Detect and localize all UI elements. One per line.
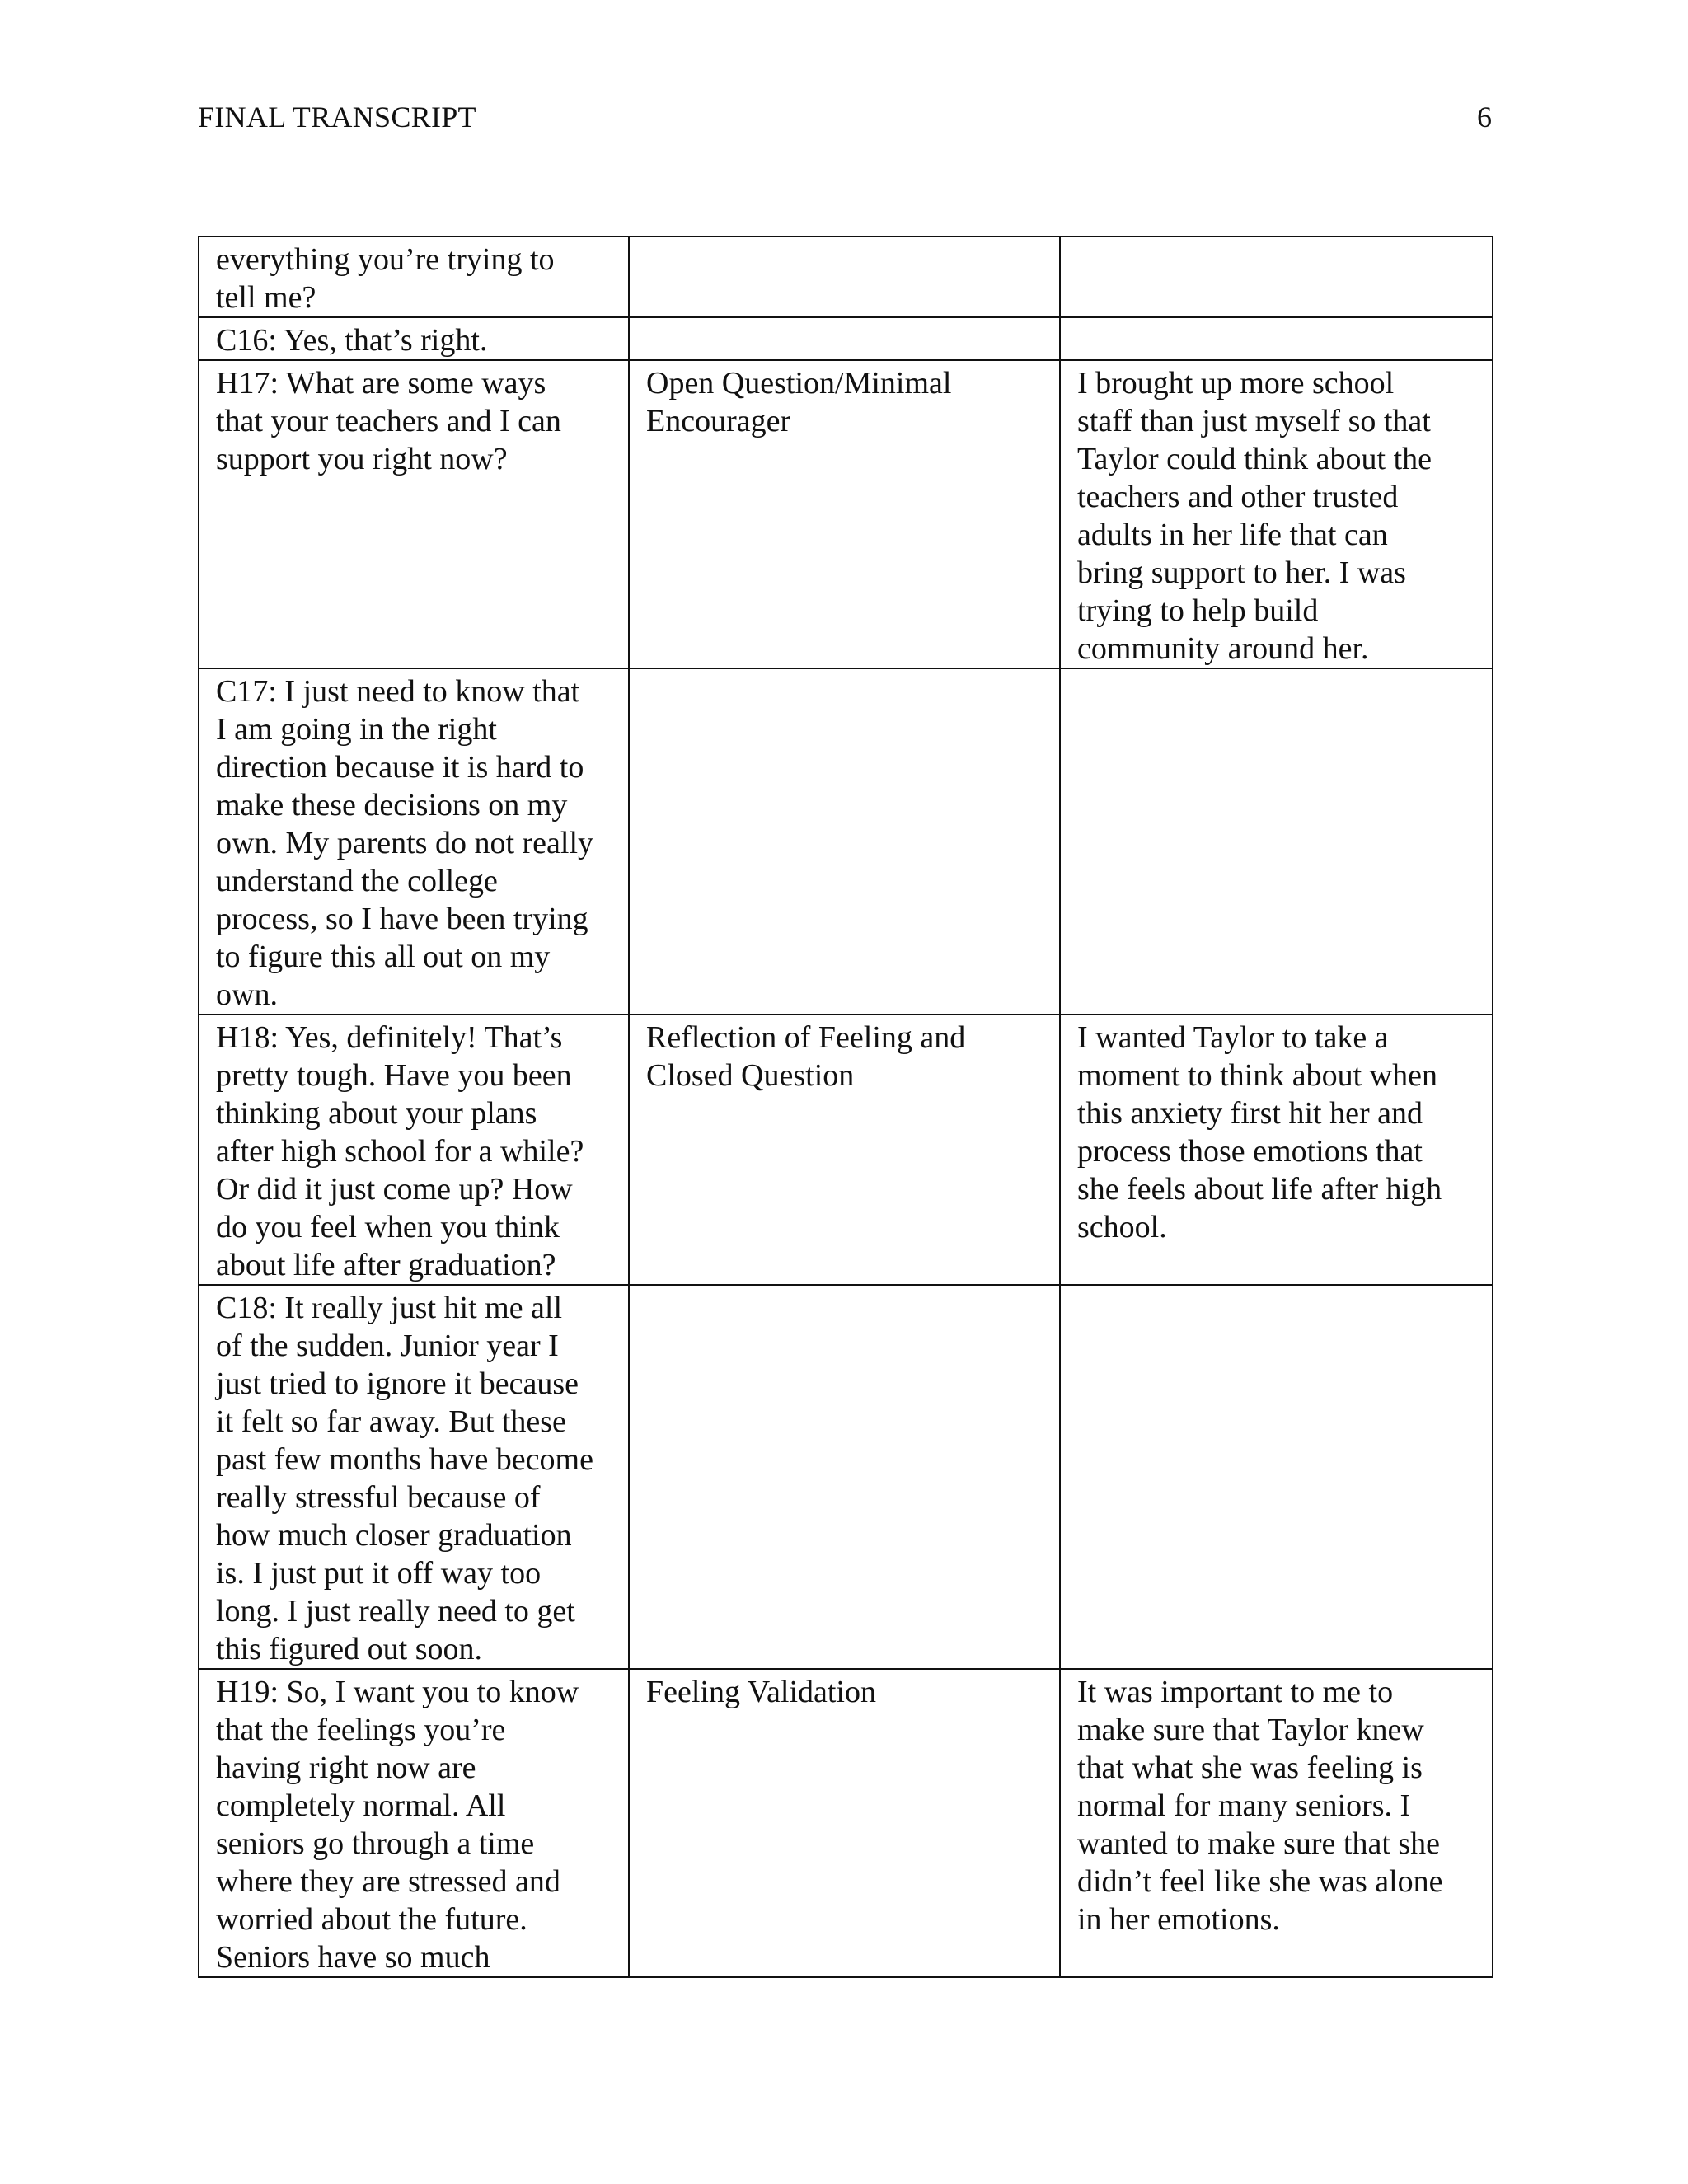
- skill-cell: [629, 1285, 1060, 1669]
- page-number: 6: [1477, 101, 1492, 134]
- statement-cell: C18: It really just hit me all of the sudden. Junior year I just tried to ignore it because it felt so far away. But these past few months have become really stressful because of how much closer graduation is. I just put it off way too long. I just really need to get this figured out soon.: [199, 1285, 629, 1669]
- table-row: [199, 317, 1493, 360]
- skill-cell: Open Question/Minimal Encourager: [629, 360, 1060, 668]
- transcript-table: [198, 236, 1493, 1978]
- rationale-cell: I wanted Taylor to take a moment to think about when this anxiety first hit her and process those emotions that she feels about life after high school.: [1060, 1015, 1493, 1285]
- rationale-cell: It was important to me to make sure that Taylor knew that what she was feeling is normal for many seniors. I wanted to make sure that she didn’t feel like she was alone in her emotions.: [1060, 1669, 1493, 1977]
- rationale-cell: I brought up more school staff than just myself so that Taylor could think about the teachers and other trusted adults in her life that can bring support to her. I was trying to help build community around her.: [1060, 360, 1493, 668]
- rationale-cell: [1060, 1285, 1493, 1669]
- rationale-cell: [1060, 237, 1493, 317]
- rationale-cell: [1060, 317, 1493, 360]
- statement-cell: C17: I just need to know that I am going in the right direction because it is hard to make these decisions on my own. My parents do not really understand the college process, so I have been trying to figure this all out on my own.: [199, 668, 629, 1015]
- statement-cell: H19: So, I want you to know that the feelings you’re having right now are completely normal. All seniors go through a time where they are stressed and worried about the future. Seniors have so much: [199, 1669, 629, 1977]
- table-row: [199, 1015, 1493, 1285]
- statement-cell: everything you’re trying to tell me?: [199, 237, 629, 317]
- skill-cell: [629, 237, 1060, 317]
- statement-cell: H17: What are some ways that your teachers and I can support you right now?: [199, 360, 629, 668]
- skill-cell: [629, 668, 1060, 1015]
- statement-cell: C16: Yes, that’s right.: [199, 317, 629, 360]
- skill-cell: Feeling Validation: [629, 1669, 1060, 1977]
- table-row: [199, 668, 1493, 1015]
- table-row: [199, 1669, 1493, 1977]
- table-row: [199, 237, 1493, 317]
- skill-cell: [629, 317, 1060, 360]
- statement-cell: H18: Yes, definitely! That’s pretty tough. Have you been thinking about your plans after high school for a while? Or did it just come up? How do you feel when you think about life after graduation?: [199, 1015, 629, 1285]
- table-row: [199, 360, 1493, 668]
- table-row: [199, 1285, 1493, 1669]
- running-head: FINAL TRANSCRIPT: [198, 101, 476, 134]
- skill-cell: Reflection of Feeling and Closed Question: [629, 1015, 1060, 1285]
- rationale-cell: [1060, 668, 1493, 1015]
